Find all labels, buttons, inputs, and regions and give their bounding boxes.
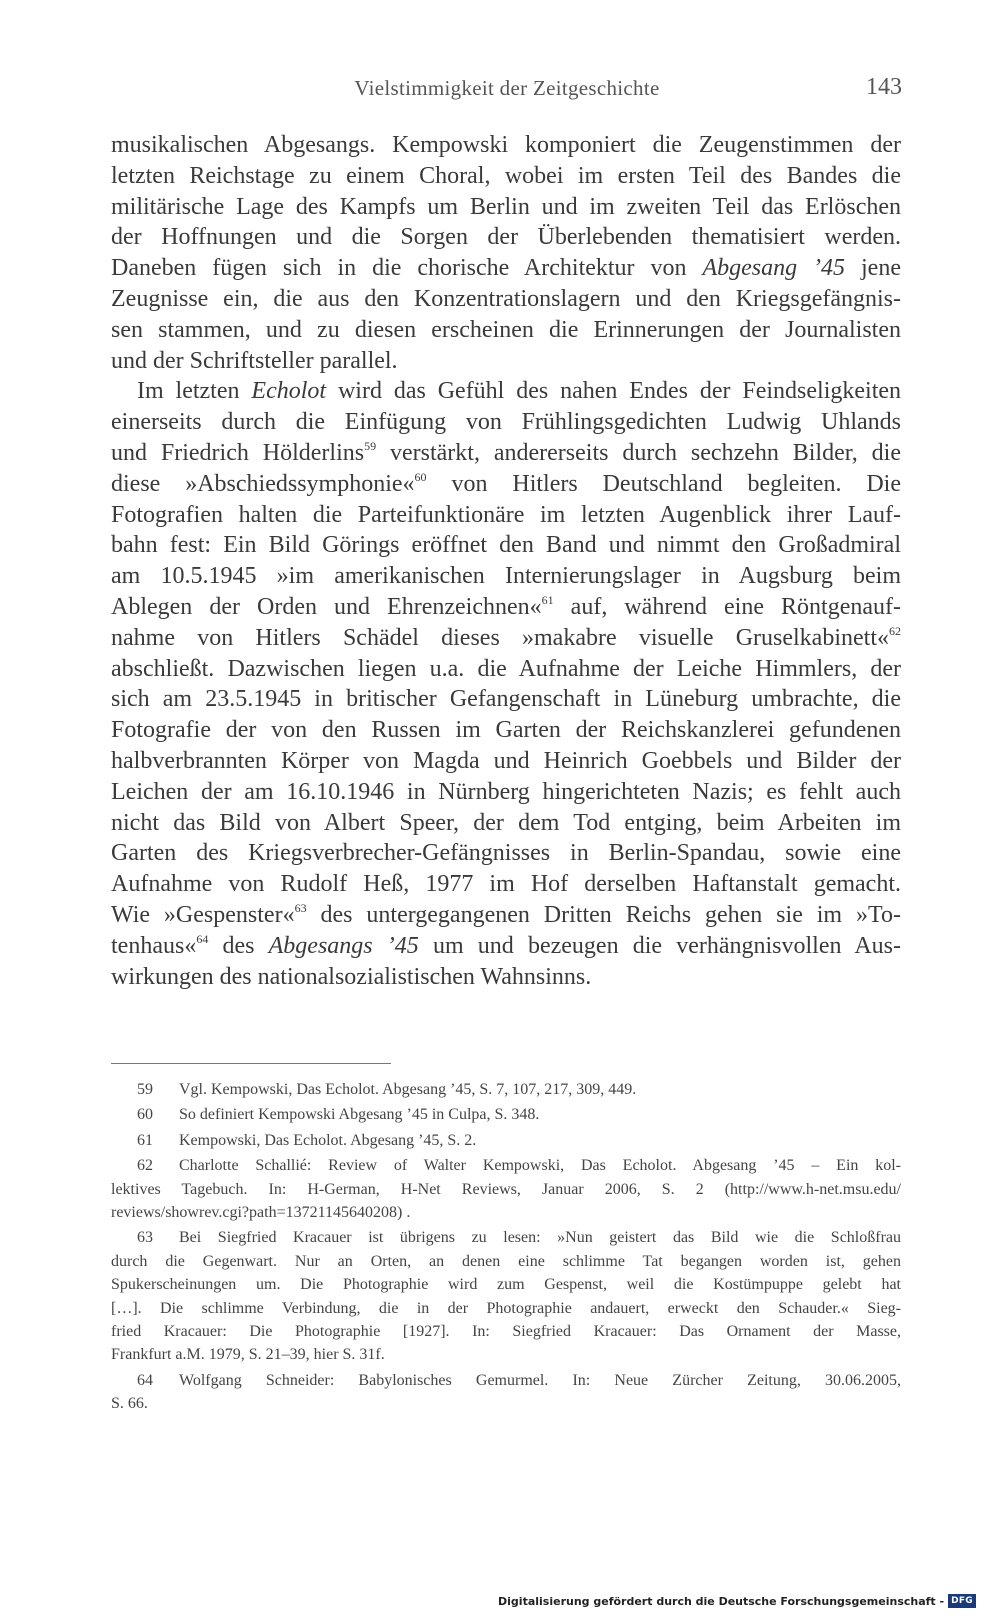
- footnote-number: 62: [137, 1157, 153, 1175]
- text-line: Zeugnisse ein, die aus den Konzentrationslagern und den Kriegsgefängnis-: [111, 285, 901, 312]
- text-line: und Friedrich Hölderlins$^{59}$ verstärkt, andererseits durch sechzehn Bilder, die: [111, 438, 901, 466]
- text-line: militärische Lage des Kampfs um Berlin und im zweiten Teil das Erlöschen: [111, 193, 901, 220]
- footnote-ref[interactable]: 64: [196, 931, 209, 946]
- footnote-line: S. 66.: [111, 1395, 148, 1413]
- footnote-61: 61 Kempowski, Das Echolot. Abgesang ’45, S. 2.: [111, 1129, 901, 1152]
- footnote-line: Spukerscheinungen um. Die Photographie wird zum Gespenst, weil die Kostümpuppe gelebt hat: [111, 1276, 901, 1294]
- footnote-ref[interactable]: 59: [364, 438, 377, 453]
- footnote-ref[interactable]: 62: [889, 623, 901, 638]
- footnote-number: 60: [137, 1106, 153, 1124]
- footnote-line: fried Kracauer: Die Photographie [1927]. In: Siegfried Kracauer: Das Ornament der Masse,: [111, 1322, 901, 1340]
- text-line: Aufnahme von Rudolf Heß, 1977 im Hof derselben Haftanstalt gemacht.: [111, 871, 901, 898]
- text-line: musikalischen Abgesangs. Kempowski komponiert die Zeugenstimmen der: [111, 132, 901, 158]
- footnote-ref[interactable]: 63: [294, 900, 307, 915]
- footnotes: [111, 1078, 901, 1415]
- text-line: am 10.5.1945 »im amerikanischen Internierungslager in Augsburg beim: [111, 563, 901, 590]
- text-line: Leichen der am 16.10.1946 in Nürnberg hingerichteten Nazis; es fehlt auch: [111, 778, 901, 805]
- text-line: Fotografie der von den Russen im Garten der Reichskanzlerei gefundenen: [111, 717, 901, 744]
- italic-title: Abgesang ’45: [702, 255, 846, 282]
- italic-title: Abgesangs ’45: [268, 932, 419, 959]
- footnote-line: Frankfurt a.M. 1979, S. 21–39, hier S. 31f.: [111, 1346, 385, 1364]
- text-line: der Hoffnungen und die Sorgen der Überlebenden thematisiert werden.: [111, 224, 901, 251]
- body-text: [111, 130, 901, 992]
- text-line: nicht das Bild von Albert Speer, der dem Tod entging, beim Arbeiten im: [111, 809, 901, 836]
- running-head: [112, 76, 902, 108]
- page-number: 143: [866, 74, 902, 100]
- footnote-number: 64: [137, 1371, 153, 1389]
- credit-text: Digitalisierung gefördert durch die Deutsche Forschungsgemeinschaft -: [498, 1594, 945, 1608]
- text-line: sen stammen, und zu diesen erscheinen die Erinnerungen der Journalisten: [111, 316, 901, 343]
- footnote-63: 63 Bei Siegfried Kracauer ist übrigens zu lesen: »Nun geistert das Bild wie die Schloßfrau: [111, 1226, 901, 1249]
- footnote-line: lektives Tagebuch. In: H-German, H-Net Reviews, Januar 2006, S. 2 (http://www.h-net.msu.edu/: [111, 1180, 901, 1198]
- footnote-64: 64 Wolfgang Schneider: Babylonisches Gemurmel. In: Neue Zürcher Zeitung, 30.06.2005,: [111, 1369, 901, 1392]
- text-line: diese »Abschiedssymphonie«$^{60}$ von Hitlers Deutschland begleiten. Die: [111, 469, 901, 497]
- running-title: Vielstimmigkeit der Zeitgeschichte: [354, 76, 660, 100]
- text-line: halbverbrannten Körper von Magda und Heinrich Goebbels und Bilder der: [111, 747, 901, 774]
- text-line: einerseits durch die Einfügung von Frühlingsgedichten Ludwig Uhlands: [111, 409, 901, 436]
- digitization-credit: [498, 1592, 976, 1610]
- footnote-line: reviews/showrev.cgi?path=13721145640208) .: [111, 1203, 411, 1221]
- text-line: bahn fest: Ein Bild Görings eröffnet den Band und nimmt den Großadmiral: [111, 532, 901, 559]
- footnote-62: 62 Charlotte Schallié: Review of Walter Kempowski, Das Echolot. Abgesang ’45 – Ein kol-: [111, 1154, 901, 1177]
- text-line: Wie »Gespenster«$^{63}$ des untergegangenen Dritten Reichs gehen sie im »To-: [111, 900, 901, 928]
- text-line: und der Schriftsteller parallel.: [111, 347, 398, 374]
- footnote-ref[interactable]: 61: [541, 592, 554, 607]
- footnote-ref[interactable]: 60: [414, 469, 427, 484]
- footnote-number: 59: [137, 1081, 153, 1098]
- footnote-line: durch die Gegenwart. Nur an Orten, an denen eine schlimme Tat begangen worden ist, gehen: [111, 1252, 901, 1270]
- text-line: sich am 23.5.1945 in britischer Gefangenschaft in Lüneburg umbrachte, die: [111, 686, 901, 713]
- text-line: Daneben fügen sich in die chorische Architektur von Abgesang ’45 jene: [111, 255, 901, 282]
- footnote-number: 63: [137, 1229, 153, 1247]
- text-line: abschließt. Dazwischen liegen u.a. die Aufnahme der Leiche Himmlers, der: [111, 655, 901, 682]
- footnote-number: 61: [137, 1131, 153, 1149]
- text-line: wirkungen des nationalsozialistischen Wahnsinns.: [111, 963, 592, 990]
- italic-title: Echolot: [251, 378, 327, 405]
- footnote-separator: [111, 1063, 391, 1064]
- text-line: letzten Reichstage zu einem Choral, wobei im ersten Teil des Bandes die: [111, 162, 901, 189]
- footnote-line: […]. Die schlimme Verbindung, die in der Photographie andauert, erweckt den Schauder.« Sieg-: [111, 1299, 901, 1317]
- dfg-logo: DFG: [948, 1594, 976, 1608]
- footnote-59: 59 Vgl. Kempowski, Das Echolot. Abgesang ’45, S. 7, 107, 217, 309, 449.: [111, 1078, 901, 1101]
- text-line: Fotografien halten die Parteifunktionäre im letzten Augenblick ihrer Lauf-: [111, 501, 901, 528]
- text-line: Ablegen der Orden und Ehrenzeichnen«$^{61}$ auf, während eine Röntgenauf-: [111, 592, 901, 620]
- footnote-60: 60 So definiert Kempowski Abgesang ’45 in Culpa, S. 348.: [111, 1103, 901, 1126]
- text-line: Garten des Kriegsverbrecher-Gefängnisses in Berlin-Spandau, sowie eine: [111, 840, 901, 867]
- text-line: Im letzten Echolot wird das Gefühl des nahen Endes der Feindseligkeiten: [137, 378, 901, 405]
- text-line: nahme von Hitlers Schädel dieses »makabre visuelle Gruselkabinett«$^{62}$: [111, 623, 901, 651]
- text-line: tenhaus«$^{64}$ des Abgesangs ’45 um und bezeugen die verhängnisvollen Aus-: [111, 931, 901, 959]
